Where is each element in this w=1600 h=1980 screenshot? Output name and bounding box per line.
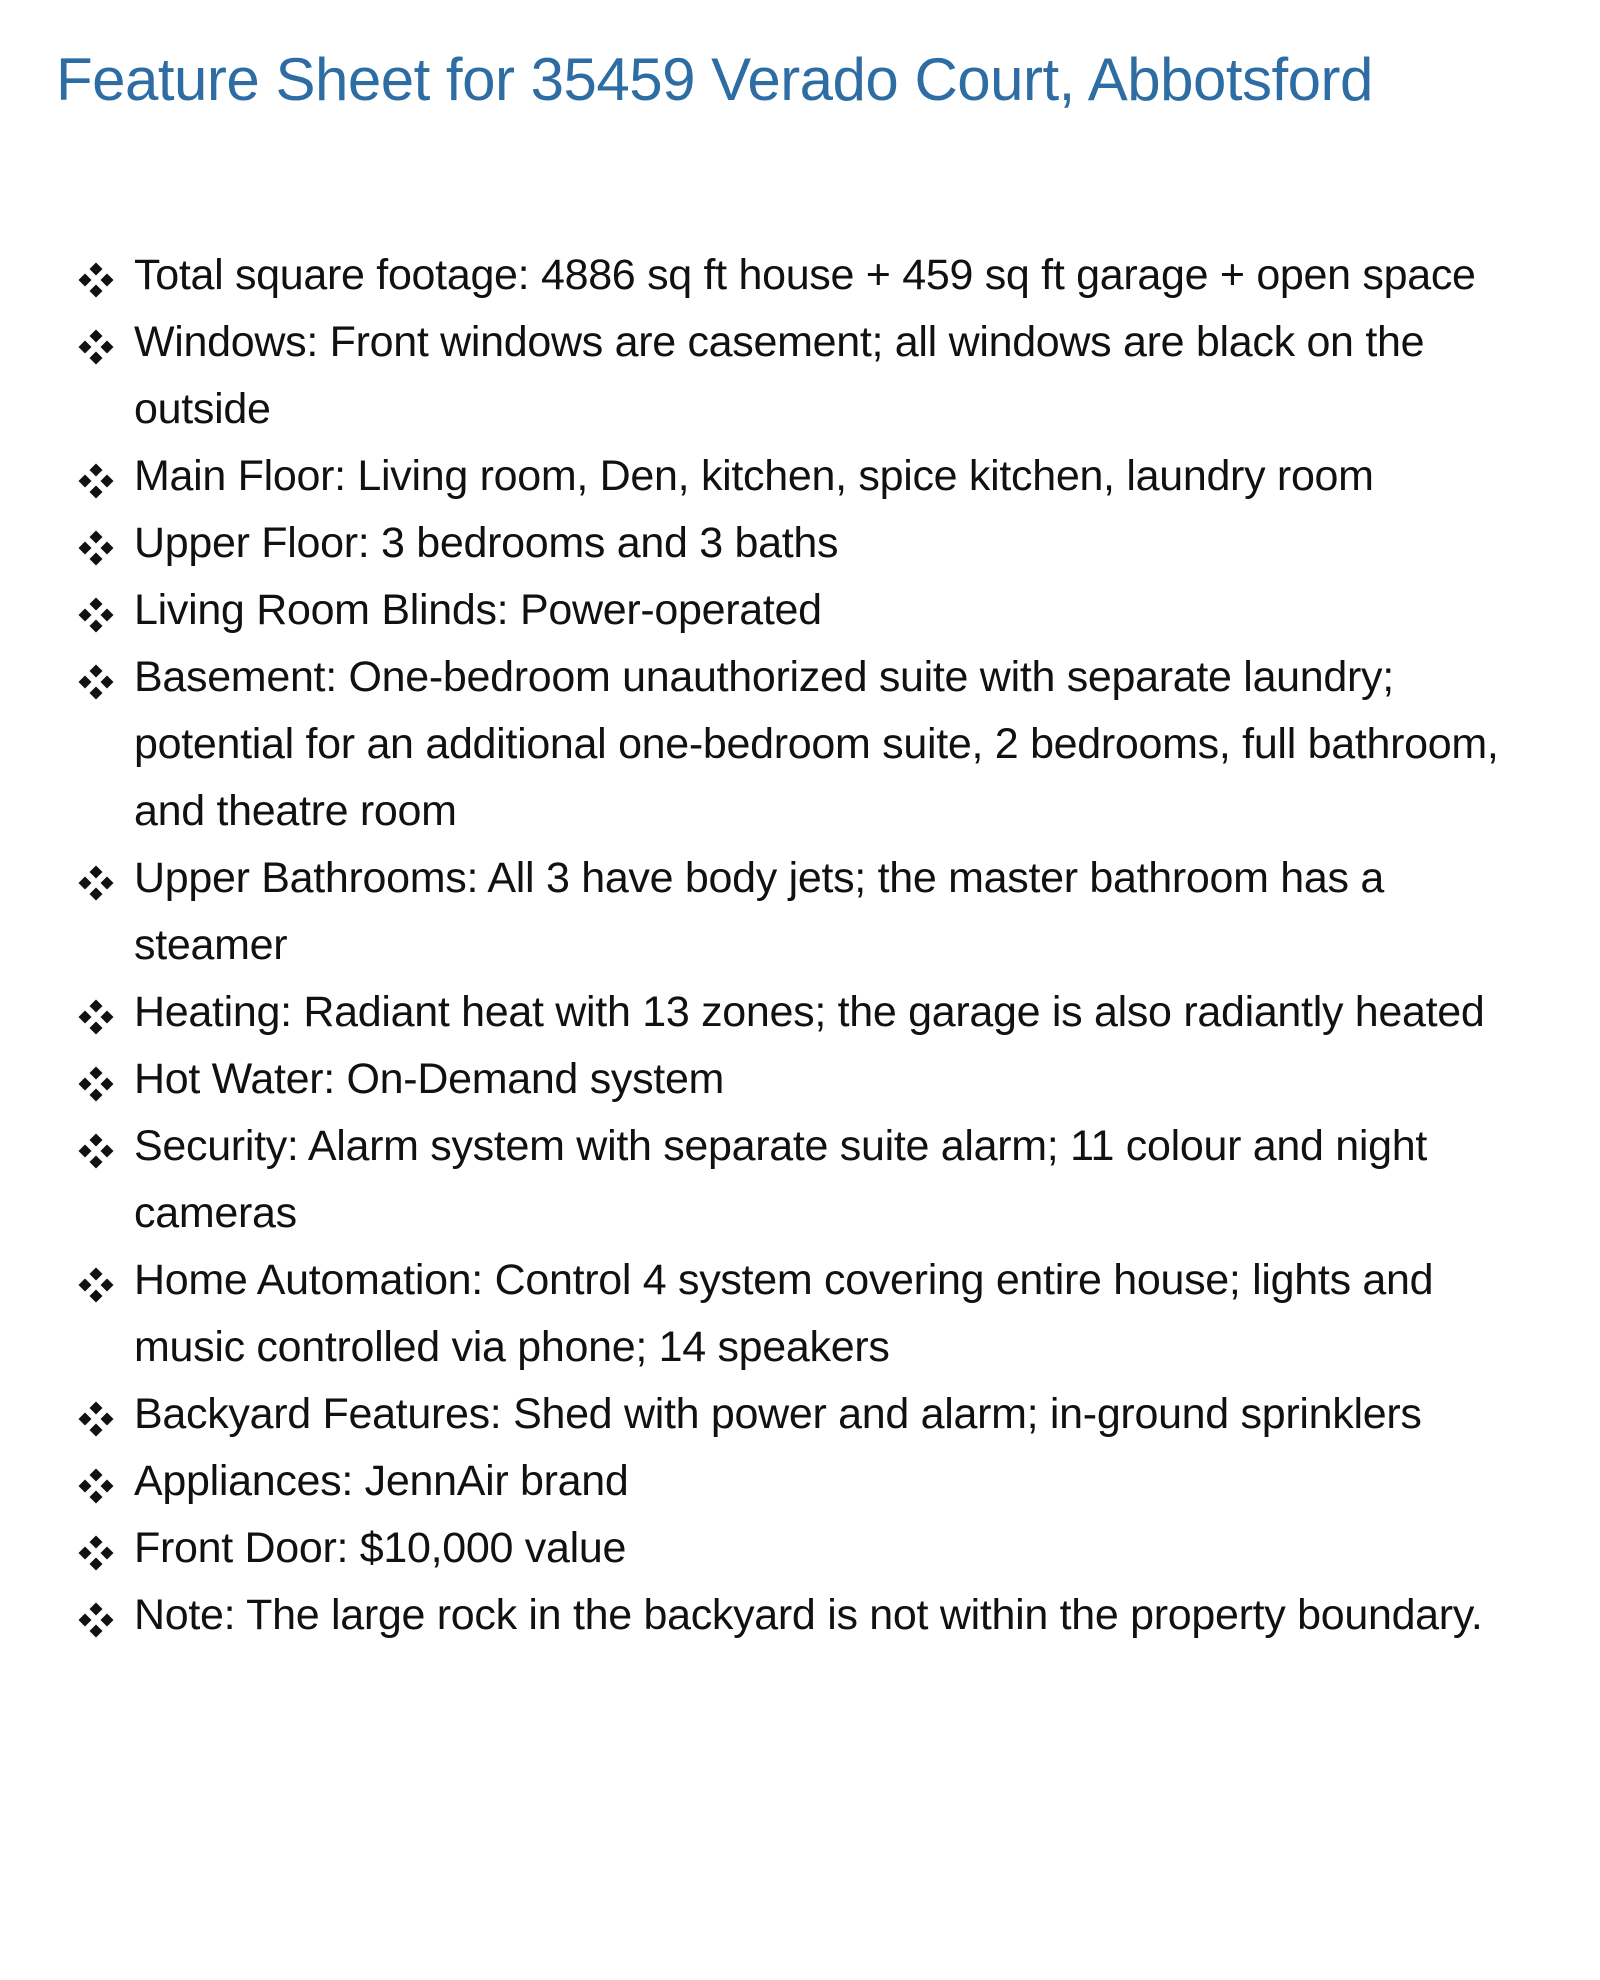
four-diamond-bullet-icon — [78, 1535, 114, 1571]
feature-text: Main Floor: Living room, Den, kitchen, spice kitchen, laundry room — [134, 452, 1374, 500]
feature-text: Hot Water: On-Demand system — [134, 1055, 725, 1103]
feature-item — [78, 644, 1538, 845]
feature-item — [78, 1046, 1538, 1113]
four-diamond-bullet-icon — [78, 865, 114, 901]
feature-text: Appliances: JennAir brand — [134, 1457, 629, 1505]
feature-item — [78, 1247, 1538, 1381]
feature-item — [78, 845, 1538, 979]
feature-text: Note: The large rock in the backyard is not within the property boundary. — [134, 1591, 1483, 1639]
feature-item — [78, 510, 1538, 577]
feature-item — [78, 1582, 1538, 1649]
four-diamond-bullet-icon — [78, 1401, 114, 1437]
four-diamond-bullet-icon — [78, 999, 114, 1035]
feature-text: Total square footage: 4886 sq ft house + 459 sq ft garage + open space — [134, 251, 1476, 299]
page-title: Feature Sheet for 35459 Verado Court, Abbotsford — [56, 46, 1373, 113]
feature-item — [78, 443, 1538, 510]
feature-text: Backyard Features: Shed with power and alarm; in-ground sprinklers — [134, 1390, 1422, 1438]
feature-item — [78, 242, 1538, 309]
feature-item — [78, 1113, 1538, 1247]
four-diamond-bullet-icon — [78, 1066, 114, 1102]
four-diamond-bullet-icon — [78, 1602, 114, 1638]
feature-item — [78, 577, 1538, 644]
feature-text: Upper Bathrooms: All 3 have body jets; the master bathroom has a steamer — [134, 854, 1384, 969]
feature-text: Security: Alarm system with separate suite alarm; 11 colour and night cameras — [134, 1122, 1427, 1237]
four-diamond-bullet-icon — [78, 530, 114, 566]
feature-text: Upper Floor: 3 bedrooms and 3 baths — [134, 519, 839, 567]
four-diamond-bullet-icon — [78, 1468, 114, 1504]
feature-list — [78, 242, 1538, 1649]
four-diamond-bullet-icon — [78, 1267, 114, 1303]
feature-text: Heating: Radiant heat with 13 zones; the garage is also radiantly heated — [134, 988, 1485, 1036]
feature-item — [78, 1515, 1538, 1582]
four-diamond-bullet-icon — [78, 262, 114, 298]
four-diamond-bullet-icon — [78, 597, 114, 633]
four-diamond-bullet-icon — [78, 664, 114, 700]
feature-text: Front Door: $10,000 value — [134, 1524, 627, 1572]
feature-text: Living Room Blinds: Power-operated — [134, 586, 822, 634]
four-diamond-bullet-icon — [78, 1133, 114, 1169]
feature-item — [78, 309, 1538, 443]
feature-text: Basement: One-bedroom unauthorized suite with separate laundry; potential for an additional one-bedroom suite, 2 bedrooms, full bathroom, and theatre room — [134, 653, 1499, 835]
feature-item — [78, 1448, 1538, 1515]
four-diamond-bullet-icon — [78, 329, 114, 365]
feature-text: Home Automation: Control 4 system covering entire house; lights and music controlled via phone; 14 speakers — [134, 1256, 1434, 1371]
four-diamond-bullet-icon — [78, 463, 114, 499]
feature-text: Windows: Front windows are casement; all windows are black on the outside — [134, 318, 1425, 433]
feature-item — [78, 1381, 1538, 1448]
feature-item — [78, 979, 1538, 1046]
